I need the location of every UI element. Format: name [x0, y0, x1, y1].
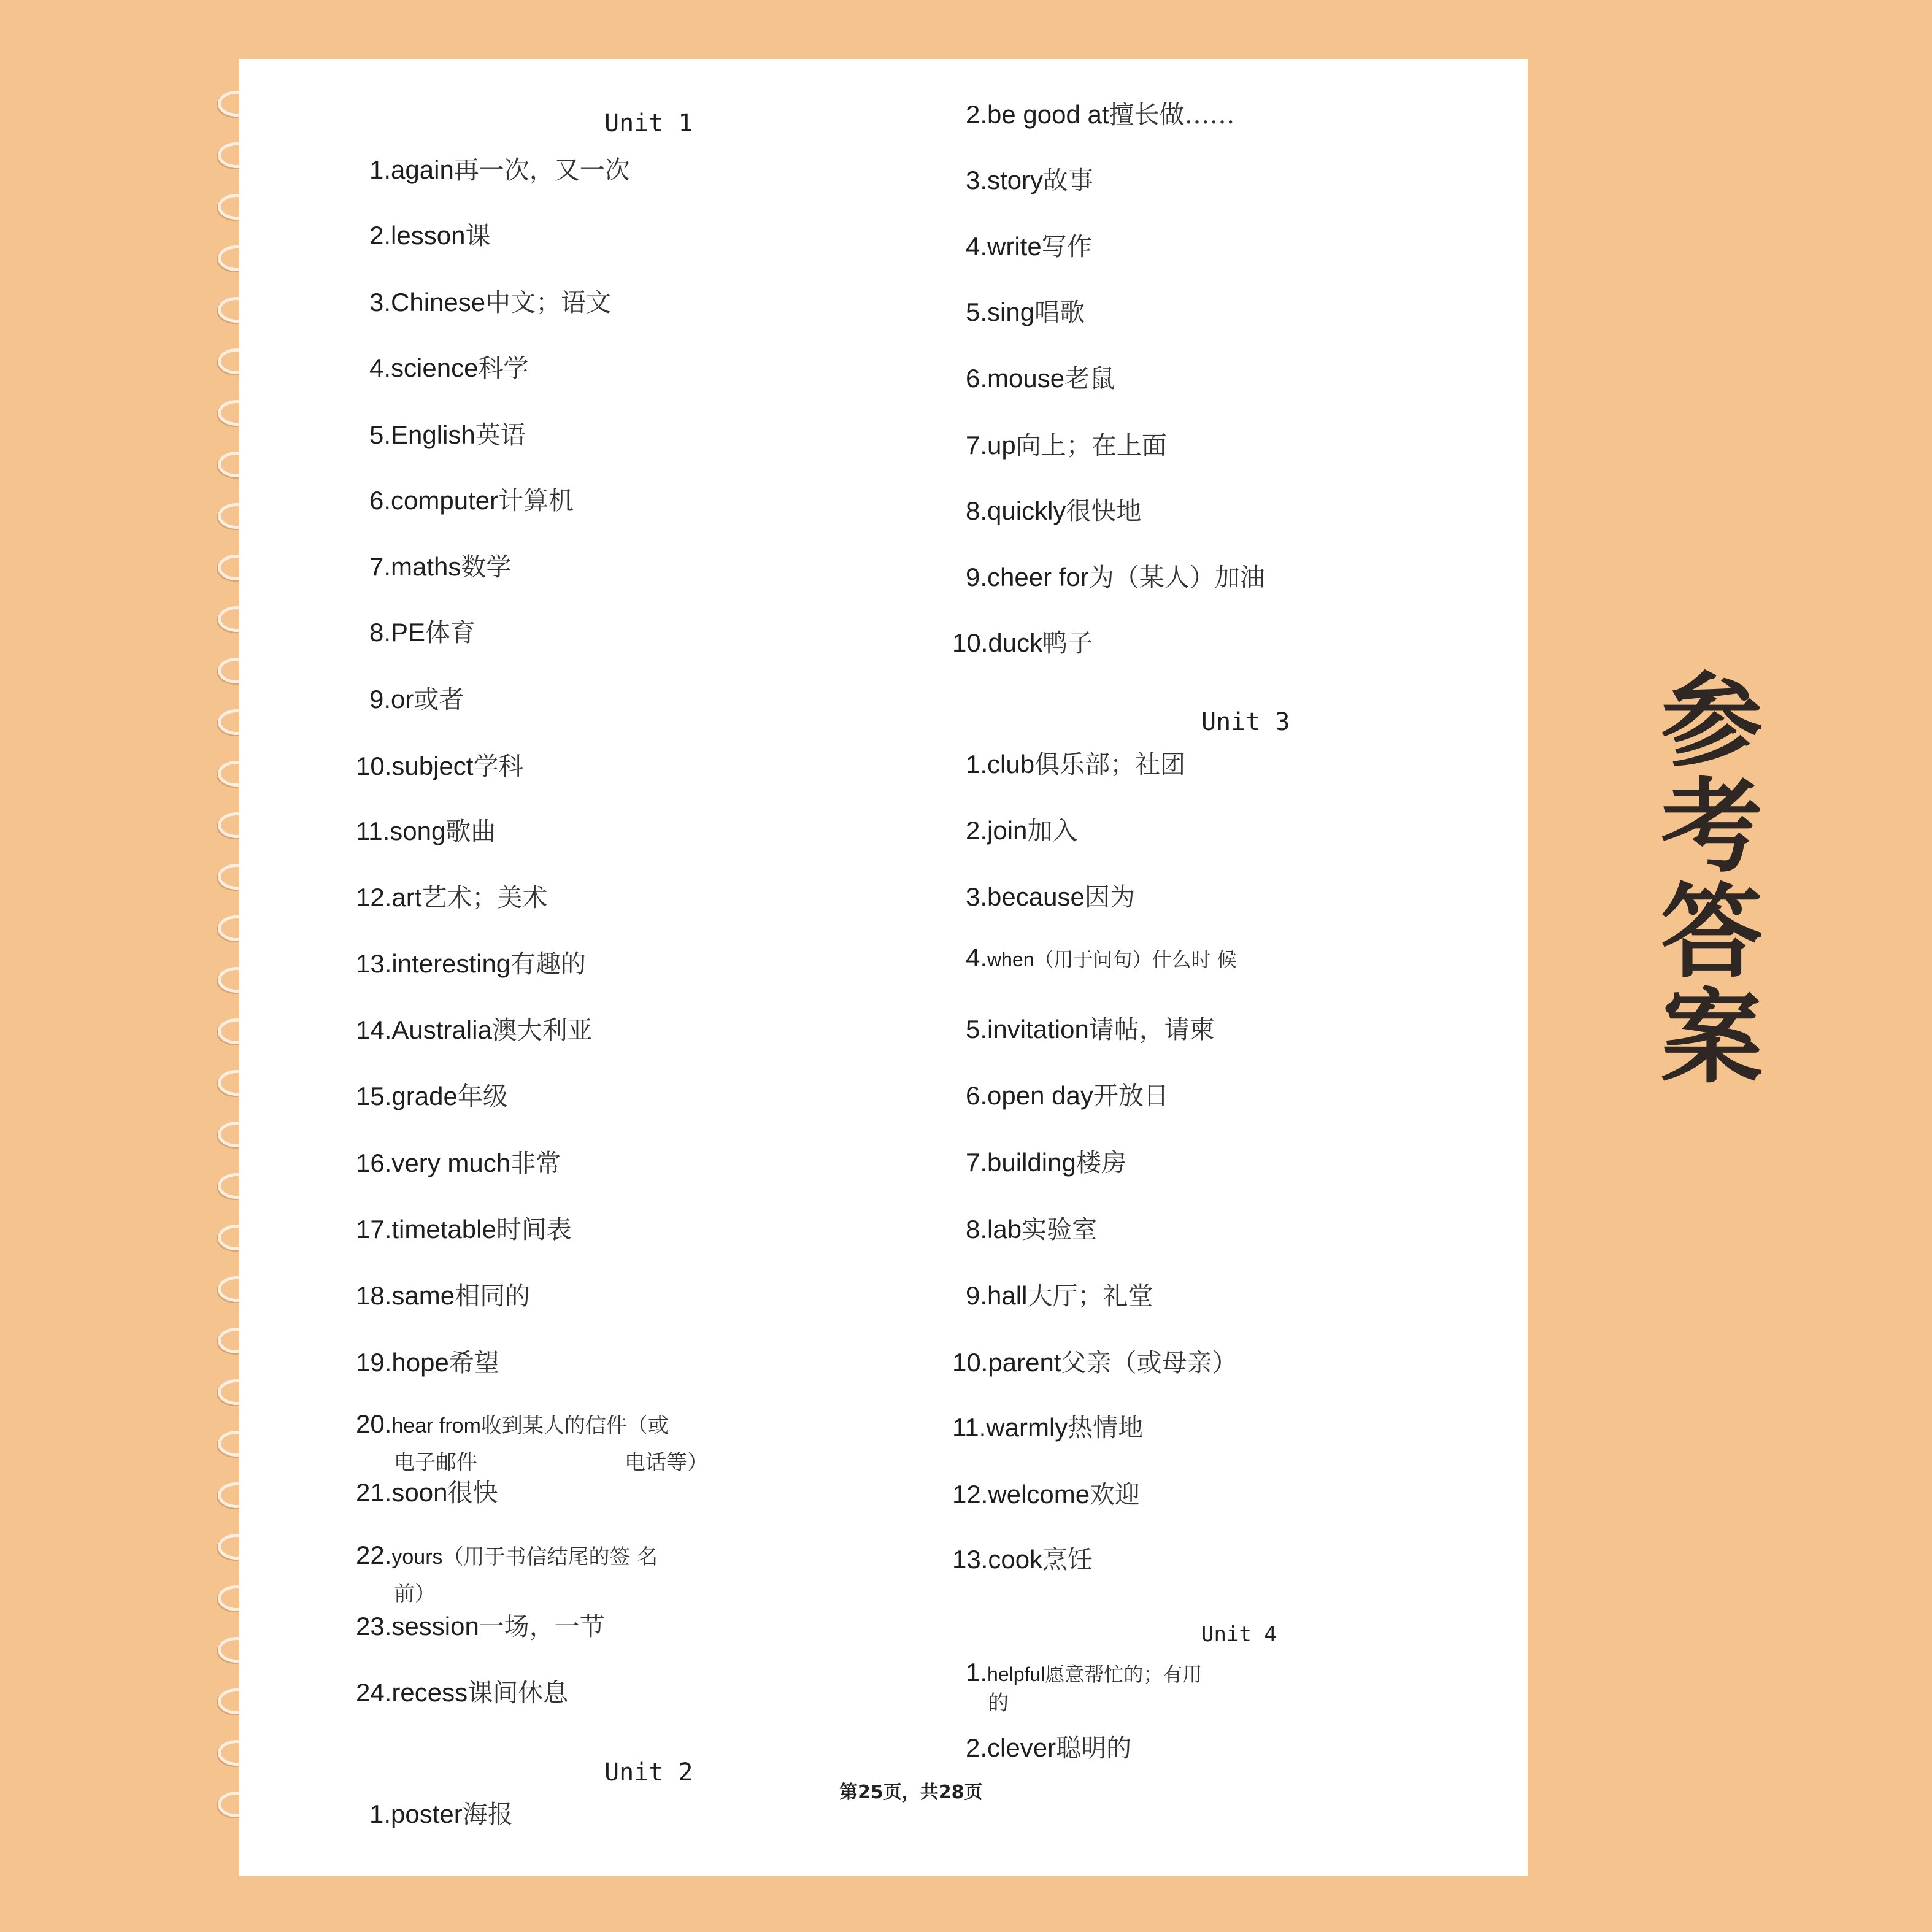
vocab-item: 16.very much非常	[356, 1149, 561, 1178]
vocab-item: 1.helpful愿意帮忙的；有用	[966, 1658, 1203, 1687]
vocab-item: 6.computer计算机	[369, 486, 574, 515]
vocab-item: 5.sing唱歌	[966, 298, 1085, 327]
vocab-item: 3.because因为	[966, 882, 1135, 912]
vocab-item: 17.timetable时间表	[356, 1215, 572, 1244]
vocab-item: 2.join加入	[966, 816, 1078, 845]
unit-heading: Unit 1	[604, 109, 693, 137]
vocab-item: 3.story故事	[966, 166, 1094, 195]
side-title	[1657, 661, 1767, 1098]
vocab-item: 12.welcome欢迎	[952, 1480, 1141, 1509]
vocab-item: 2.clever聪明的	[966, 1733, 1132, 1763]
vocab-item: 1.poster海报	[369, 1799, 513, 1829]
unit-heading: Unit 4	[1201, 1622, 1277, 1647]
vocab-item: 1.again再一次，又一次	[369, 155, 630, 185]
vocab-item: 1.club俱乐部；社团	[966, 750, 1186, 779]
vocab-item: 7.maths数学	[369, 552, 512, 582]
vocab-item: 13.interesting有趣的	[356, 949, 587, 979]
vocab-item-continued: 电子邮件	[394, 1450, 477, 1475]
vocab-item: 4.write写作	[966, 232, 1092, 261]
vocab-item: 13.cook烹饪	[952, 1545, 1093, 1574]
vocab-item: 10.duck鸭子	[952, 628, 1093, 658]
vocab-item: 6.mouse老鼠	[966, 364, 1115, 393]
vocab-item: 3.Chinese中文；语文	[369, 288, 612, 317]
vocab-item: 2.be good at擅长做……	[966, 100, 1235, 129]
vocab-item: 24.recess课间休息	[356, 1678, 569, 1707]
vocab-item: 23.session一场，一节	[356, 1612, 605, 1641]
vocab-item: 11.warmly热情地	[952, 1413, 1144, 1442]
unit-heading: Unit 2	[604, 1758, 693, 1787]
vocab-item-continued: 前）	[394, 1582, 436, 1606]
vocab-item: 6.open day开放日	[966, 1081, 1169, 1110]
vocab-item: 20.hear from收到某人的信件（或	[356, 1409, 669, 1438]
vocab-item-continued: 电话等）	[625, 1450, 708, 1475]
vocab-item: 22.yours（用于书信结尾的签 名	[356, 1541, 658, 1569]
vocab-item: 10.parent父亲（或母亲）	[952, 1348, 1237, 1377]
workbook-page	[239, 59, 1528, 1876]
vocab-item: 8.lab实验室	[966, 1215, 1098, 1244]
vocab-item: 12.art艺术；美术	[356, 883, 548, 912]
vocab-item-continued: 的	[988, 1691, 1009, 1715]
vocab-item: 5.English英语	[369, 420, 526, 450]
vocab-item: 21.soon很快	[356, 1478, 498, 1507]
vocab-item: 5.invitation请帖，请柬	[966, 1015, 1215, 1044]
vocab-item: 9.hall大厅；礼堂	[966, 1281, 1153, 1310]
vocab-item: 10.subject学科	[356, 752, 524, 781]
vocab-item: 9.cheer for为（某人）加油	[966, 563, 1265, 592]
vocab-item: 2.lesson课	[369, 221, 491, 250]
vocab-item: 15.grade年级	[356, 1082, 508, 1111]
side-title-text: 参考答案	[1661, 661, 1763, 1098]
vocab-item: 8.quickly很快地	[966, 496, 1142, 526]
vocab-item: 11.song歌曲	[356, 817, 496, 846]
page-footer: 第25页，共28页	[839, 1782, 983, 1803]
vocab-item: 14.Australia澳大利亚	[356, 1015, 593, 1045]
vocab-item: 8.PE体育	[369, 618, 476, 647]
vocab-item: 4.when（用于问句）什么时 候	[966, 943, 1237, 972]
vocab-item: 9.or或者	[369, 685, 464, 714]
vocab-item: 7.building楼房	[966, 1148, 1126, 1177]
unit-heading: Unit 3	[1201, 708, 1290, 736]
vocab-item: 7.up向上；在上面	[966, 431, 1167, 460]
vocab-item: 18.same相同的	[356, 1281, 531, 1310]
vocab-item: 4.science科学	[369, 353, 529, 383]
vocab-item: 19.hope希望	[356, 1348, 499, 1377]
